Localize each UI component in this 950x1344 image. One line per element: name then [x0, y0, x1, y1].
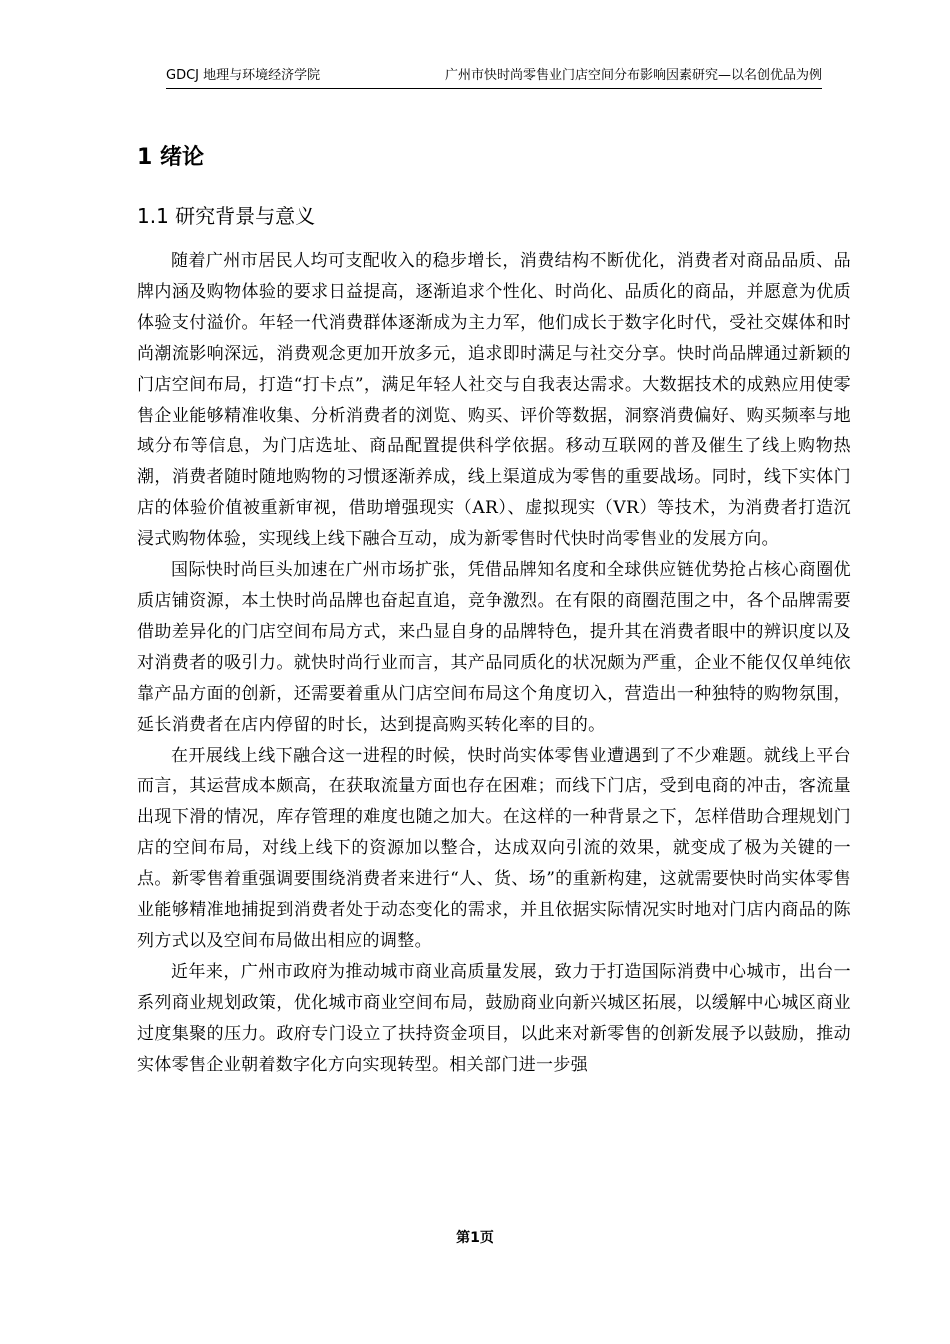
- chapter-title: 1 绪论: [137, 145, 204, 170]
- body-text: [137, 246, 851, 1080]
- page-number: 第1页: [456, 1230, 494, 1246]
- paragraph: 在开展线上线下融合这一进程的时候，快时尚实体零售业遭遇到了不少难题。就线上平台而言，其运营成本颇高，在获取流量方面也存在困难；而线下门店，受到电商的冲击，客流量出现下滑的情况，库存管理的难度也随之加大。在这样的一种背景之下，怎样借助合理规划门店的空间布局，对线上线下的资源加以整合，达成双向引流的效果，就变成了极为关键的一点。新零售着重强调要围绕消费者来进行“人、货、场”的重新构建，这就需要快时尚实体零售业能够精准地捕捉到消费者处于动态变化的需求，并且依据实际情况实时地对门店内商品的陈列方式以及空间布局做出相应的调整。: [137, 745, 851, 951]
- header-thesis-title: 广州市快时尚零售业门店空间分布影响因素研究—以名创优品为例: [444, 68, 822, 83]
- paragraph: 国际快时尚巨头加速在广州市场扩张，凭借品牌知名度和全球供应链优势抢占核心商圈优质店铺资源，本土快时尚品牌也奋起直追，竞争激烈。在有限的商圈范围之中，各个品牌需要借助差异化的门店空间布局方式，来凸显自身的品牌特色，提升其在消费者眼中的辨识度以及对消费者的吸引力。就快时尚行业而言，其产品同质化的状况颇为严重，企业不能仅仅单纯依靠产品方面的创新，还需要着重从门店空间布局这个角度切入，营造出一种独特的购物氛围，延长消费者在店内停留的时长，达到提高购买转化率的目的。: [137, 560, 851, 735]
- header-institution: GDCJ 地理与环境经济学院: [166, 68, 321, 83]
- paragraph: 近年来，广州市政府为推动城市商业高质量发展，致力于打造国际消费中心城市，出台一系列商业规划政策，优化城市商业空间布局，鼓励商业向新兴城区拓展，以缓解中心城区商业过度集聚的压力。政府专门设立了扶持资金项目，以此来对新零售的创新发展予以鼓励，推动实体零售企业朝着数字化方向实现转型。相关部门进一步强: [137, 961, 851, 1075]
- section-title: 1.1 研究背景与意义: [137, 204, 316, 228]
- running-header: [166, 66, 822, 86]
- paragraph: 随着广州市居民人均可支配收入的稳步增长，消费结构不断优化，消费者对商品品质、品牌内涵及购物体验的要求日益提高，逐渐追求个性化、时尚化、品质化的商品，并愿意为优质体验支付溢价。年轻一代消费群体逐渐成为主力军，他们成长于数字化时代，受社交媒体和时尚潮流影响深远，消费观念更加开放多元，追求即时满足与社交分享。快时尚品牌通过新颖的门店空间布局，打造“打卡点”，满足年轻人社交与自我表达需求。大数据技术的成熟应用使零售企业能够精准收集、分析消费者的浏览、购买、评价等数据，洞察消费偏好、购买频率与地域分布等信息，为门店选址、商品配置提供科学依据。移动互联网的普及催生了线上购物热潮，消费者随时随地购物的习惯逐渐养成，线上渠道成为零售的重要战场。同时，线下实体门店的体验价值被重新审视，借助增强现实（AR）、虚拟现实（VR）等技术，为消费者打造沉浸式购物体验，实现线上线下融合互动，成为新零售时代快时尚零售业的发展方向。: [137, 251, 851, 550]
- header-rule: [166, 88, 822, 89]
